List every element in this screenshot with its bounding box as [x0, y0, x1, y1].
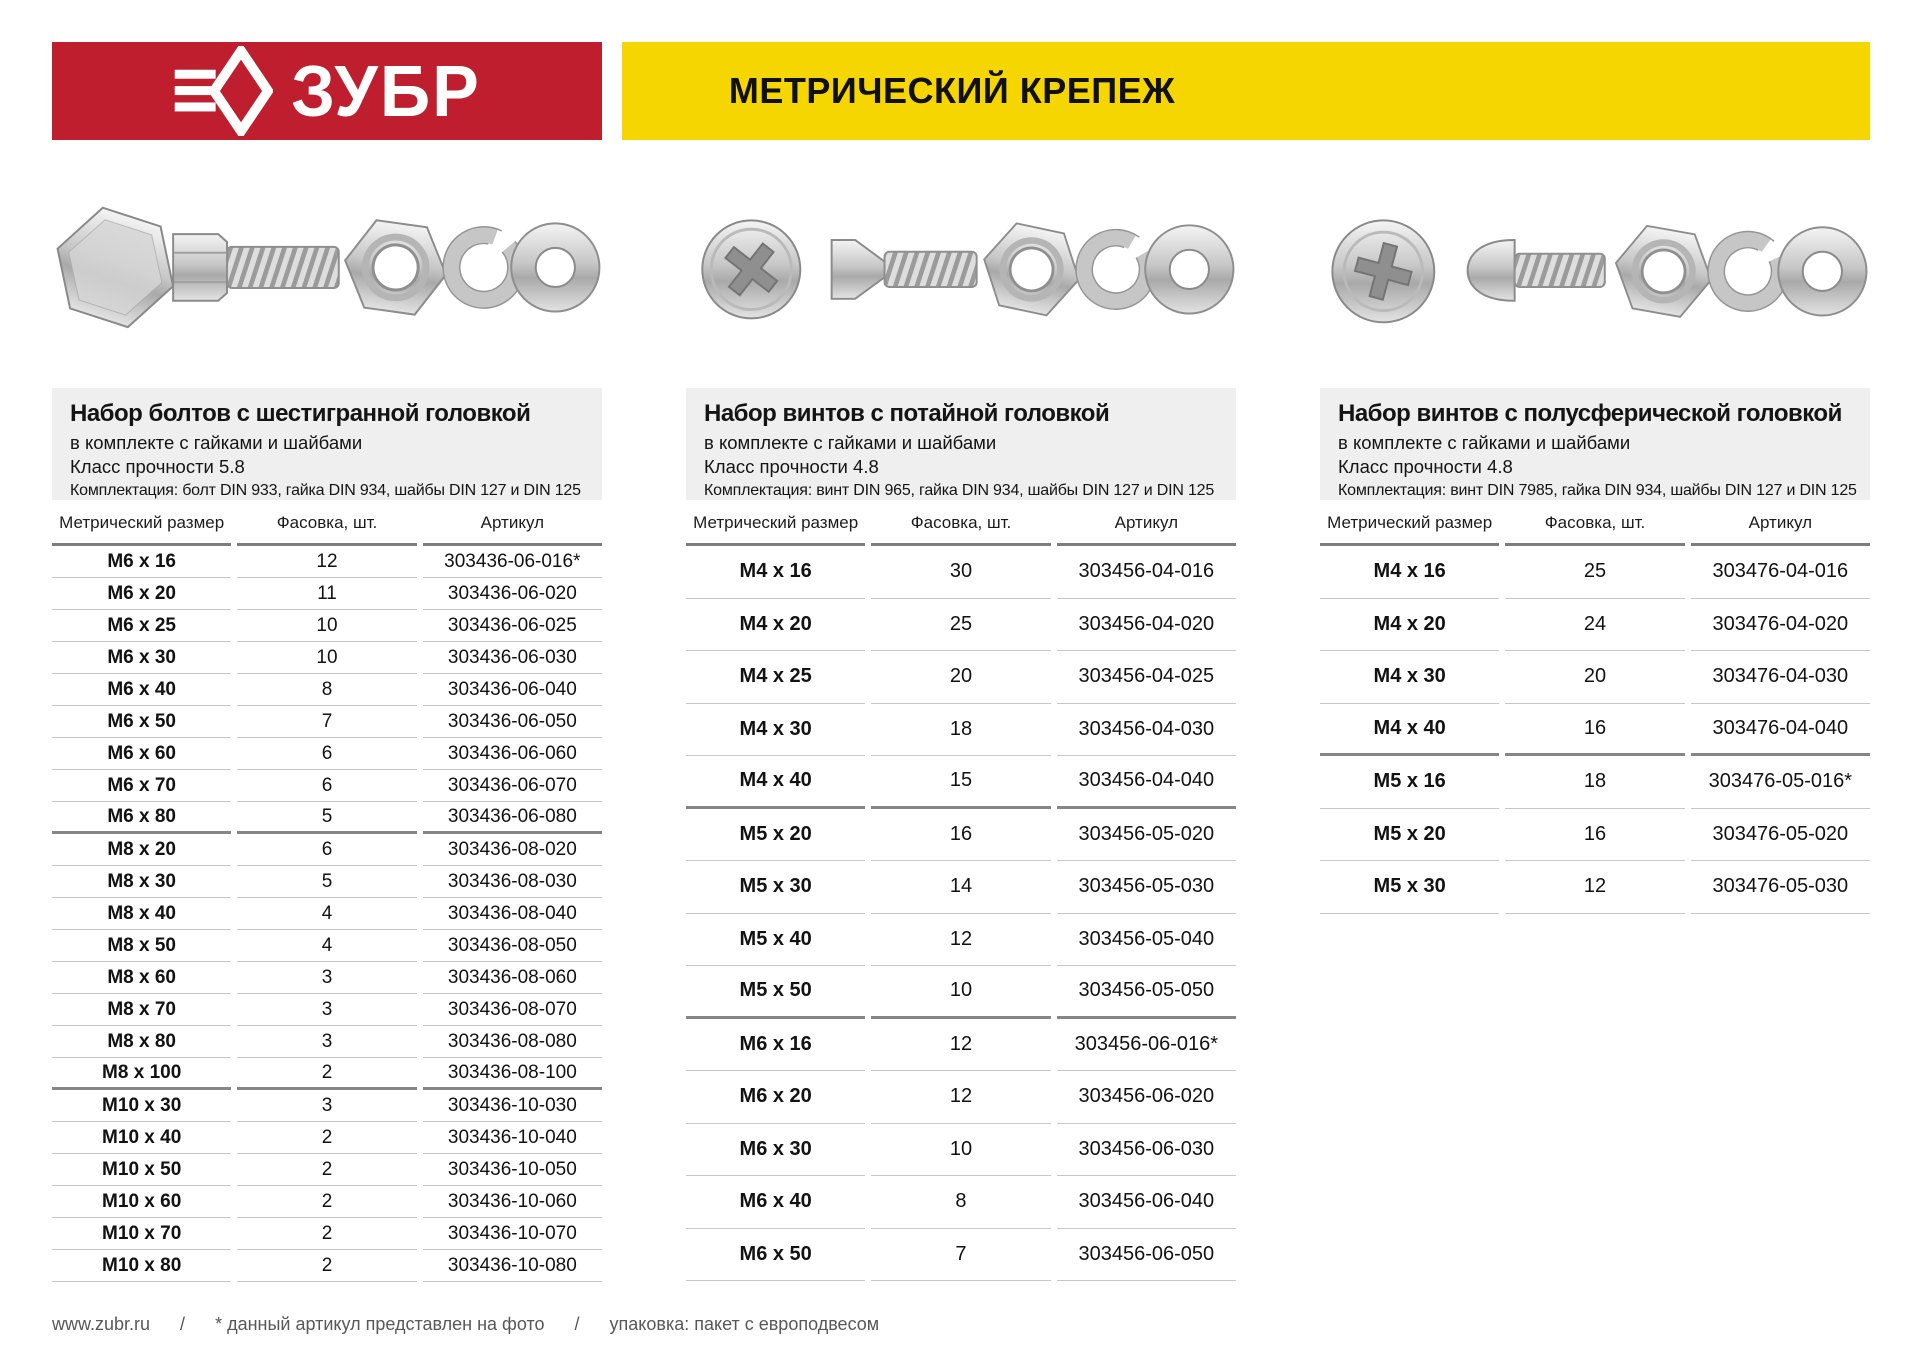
sku-cell: 303436-10-040	[423, 1122, 602, 1154]
col-header-sku: Артикул	[1691, 500, 1870, 546]
product-subtitle: в комплекте с гайками и шайбами	[70, 431, 363, 453]
product-column-countersunk-screws	[686, 140, 1236, 1282]
table-row	[52, 738, 602, 770]
countersunk-screw-set-photo	[686, 191, 1236, 338]
countersunk-screw-side-icon	[832, 240, 977, 299]
pack-cell: 24	[1505, 599, 1684, 652]
pack-cell: 10	[237, 610, 416, 642]
table-row	[52, 866, 602, 898]
sku-cell: 303456-06-016*	[1057, 1019, 1236, 1072]
size-cell: M10 x 70	[52, 1218, 231, 1250]
table-row	[1320, 756, 1870, 809]
sku-cell: 303436-10-060	[423, 1186, 602, 1218]
table-row	[686, 1019, 1236, 1072]
col-header-size: Метрический размер	[1320, 500, 1499, 546]
pack-cell: 14	[871, 861, 1050, 914]
pack-cell: 12	[1505, 861, 1684, 914]
table-row	[52, 674, 602, 706]
table-row	[52, 1154, 602, 1186]
title-banner	[622, 42, 1870, 140]
sku-cell: 303436-10-030	[423, 1090, 602, 1122]
sku-cell: 303456-04-020	[1057, 599, 1236, 652]
pack-cell: 7	[871, 1229, 1050, 1282]
sku-cell: 303456-04-030	[1057, 704, 1236, 757]
size-cell: M6 x 50	[52, 706, 231, 738]
product-info	[52, 388, 602, 500]
size-cell: M8 x 100	[52, 1058, 231, 1090]
sku-cell: 303476-04-030	[1691, 651, 1870, 704]
sku-cell: 303436-06-070	[423, 770, 602, 802]
size-cell: M10 x 40	[52, 1122, 231, 1154]
sku-cell: 303476-04-016	[1691, 546, 1870, 599]
pack-cell: 16	[1505, 809, 1684, 862]
size-cell: M5 x 16	[1320, 756, 1499, 809]
table-row	[52, 1090, 602, 1122]
table-row	[52, 770, 602, 802]
pack-cell: 8	[871, 1176, 1050, 1229]
footer-separator: /	[180, 1314, 186, 1334]
size-cell: M8 x 70	[52, 994, 231, 1026]
size-cell: M4 x 40	[1320, 704, 1499, 757]
spec-table	[46, 500, 608, 1282]
spec-table	[680, 500, 1242, 1281]
table-row	[52, 994, 602, 1026]
size-cell: M6 x 30	[52, 642, 231, 674]
product-photo	[686, 140, 1236, 388]
size-cell: M6 x 30	[686, 1124, 865, 1177]
size-cell: M6 x 40	[686, 1176, 865, 1229]
product-photo	[52, 140, 602, 388]
table-row	[52, 1186, 602, 1218]
table-row	[686, 704, 1236, 757]
table-row	[52, 706, 602, 738]
table-row	[52, 962, 602, 994]
sku-cell: 303436-08-020	[423, 834, 602, 866]
table-row	[1320, 599, 1870, 652]
pack-cell: 15	[871, 756, 1050, 809]
sku-cell: 303436-08-050	[423, 930, 602, 962]
pack-cell: 25	[1505, 546, 1684, 599]
table-row	[686, 1124, 1236, 1177]
table-row	[686, 1176, 1236, 1229]
product-columns	[52, 140, 1870, 1282]
sku-cell: 303436-06-020	[423, 578, 602, 610]
col-header-pack: Фасовка, шт.	[871, 500, 1050, 546]
col-header-pack: Фасовка, шт.	[237, 500, 416, 546]
pack-cell: 16	[871, 809, 1050, 862]
kit-contents: Комплектация: винт DIN 7985, гайка DIN 934, шайбы DIN 127 и DIN 125	[1338, 481, 1857, 499]
table-row	[52, 1122, 602, 1154]
col-header-size: Метрический размер	[52, 500, 231, 546]
table-row	[52, 834, 602, 866]
sku-cell: 303436-08-060	[423, 962, 602, 994]
sku-cell: 303456-06-050	[1057, 1229, 1236, 1282]
hex-nut-icon	[339, 216, 452, 318]
table-row	[52, 1250, 602, 1282]
sku-cell: 303436-10-070	[423, 1218, 602, 1250]
pack-cell: 3	[237, 1090, 416, 1122]
pack-cell: 5	[237, 802, 416, 834]
sku-cell: 303456-05-020	[1057, 809, 1236, 862]
table-row	[686, 1229, 1236, 1282]
pack-cell: 2	[237, 1122, 416, 1154]
size-cell: M6 x 60	[52, 738, 231, 770]
table-row	[52, 546, 602, 578]
size-cell: M5 x 20	[686, 809, 865, 862]
sku-cell: 303436-06-050	[423, 706, 602, 738]
pack-cell: 10	[237, 642, 416, 674]
page-header	[52, 42, 1870, 140]
product-column-hex-bolts	[52, 140, 602, 1282]
table-row	[686, 809, 1236, 862]
pack-cell: 18	[1505, 756, 1684, 809]
product-info	[686, 388, 1236, 500]
size-cell: M5 x 30	[686, 861, 865, 914]
pack-cell: 6	[237, 834, 416, 866]
sku-cell: 303476-05-016*	[1691, 756, 1870, 809]
table-row	[1320, 809, 1870, 862]
product-subtitle: в комплекте с гайками и шайбами	[1338, 431, 1631, 453]
table-row	[52, 1058, 602, 1090]
sku-cell: 303436-08-080	[423, 1026, 602, 1058]
footer-site: www.zubr.ru	[52, 1314, 151, 1334]
table-row	[52, 642, 602, 674]
pack-cell: 4	[237, 898, 416, 930]
col-header-pack: Фасовка, шт.	[1505, 500, 1684, 546]
sku-cell: 303436-06-016*	[423, 546, 602, 578]
pack-cell: 3	[237, 994, 416, 1026]
size-cell: M6 x 20	[52, 578, 231, 610]
pan-head-screw-set-photo	[1320, 191, 1870, 338]
hex-head-top-icon	[52, 198, 189, 336]
sku-cell: 303476-05-030	[1691, 861, 1870, 914]
flat-washer-icon	[1778, 227, 1866, 315]
sku-cell: 303476-04-040	[1691, 704, 1870, 757]
sku-cell: 303436-10-080	[423, 1250, 602, 1282]
size-cell: M8 x 60	[52, 962, 231, 994]
size-cell: M8 x 50	[52, 930, 231, 962]
sku-cell: 303436-08-070	[423, 994, 602, 1026]
hex-nut-icon	[975, 218, 1087, 320]
col-header-sku: Артикул	[423, 500, 602, 546]
size-cell: M4 x 40	[686, 756, 865, 809]
pack-cell: 12	[237, 546, 416, 578]
pack-cell: 20	[871, 651, 1050, 704]
sku-cell: 303436-08-100	[423, 1058, 602, 1090]
table-row	[686, 966, 1236, 1019]
sku-cell: 303436-06-040	[423, 674, 602, 706]
size-cell: M10 x 50	[52, 1154, 231, 1186]
size-cell: M5 x 50	[686, 966, 865, 1019]
sku-cell: 303456-04-040	[1057, 756, 1236, 809]
strength-class: Класс прочности 5.8	[70, 456, 245, 478]
pack-cell: 5	[237, 866, 416, 898]
sku-cell: 303456-04-016	[1057, 546, 1236, 599]
sku-cell: 303456-05-050	[1057, 966, 1236, 1019]
strength-class: Класс прочности 4.8	[1338, 456, 1513, 478]
size-cell: M4 x 25	[686, 651, 865, 704]
table-row	[1320, 861, 1870, 914]
pack-cell: 11	[237, 578, 416, 610]
product-column-pan-head-screws	[1320, 140, 1870, 1282]
pan-head-screw-side-icon	[1468, 240, 1605, 301]
sku-cell: 303436-06-060	[423, 738, 602, 770]
catalog-page	[52, 42, 1870, 1334]
table-row	[686, 546, 1236, 599]
pack-cell: 10	[871, 966, 1050, 1019]
product-info	[1320, 388, 1870, 500]
table-row	[1320, 651, 1870, 704]
kit-contents: Комплектация: болт DIN 933, гайка DIN 934, шайбы DIN 127 и DIN 125	[70, 481, 581, 499]
pack-cell: 4	[237, 930, 416, 962]
pack-cell: 12	[871, 914, 1050, 967]
spec-table	[1314, 500, 1876, 914]
size-cell: M10 x 30	[52, 1090, 231, 1122]
pack-cell: 6	[237, 770, 416, 802]
sku-cell: 303456-06-030	[1057, 1124, 1236, 1177]
product-photo	[1320, 140, 1870, 388]
sku-cell: 303456-06-020	[1057, 1071, 1236, 1124]
footer-packaging: упаковка: пакет с европодвесом	[609, 1314, 880, 1334]
pack-cell: 2	[237, 1186, 416, 1218]
size-cell: M4 x 16	[686, 546, 865, 599]
flat-washer-icon	[511, 223, 599, 311]
size-cell: M6 x 80	[52, 802, 231, 834]
col-header-size: Метрический размер	[686, 500, 865, 546]
pack-cell: 16	[1505, 704, 1684, 757]
table-row	[1320, 704, 1870, 757]
pack-cell: 12	[871, 1019, 1050, 1072]
pack-cell: 2	[237, 1058, 416, 1090]
sku-cell: 303456-04-025	[1057, 651, 1236, 704]
size-cell: M6 x 16	[686, 1019, 865, 1072]
footer-separator: /	[574, 1314, 580, 1334]
size-cell: M6 x 25	[52, 610, 231, 642]
table-row	[686, 599, 1236, 652]
pack-cell: 12	[871, 1071, 1050, 1124]
size-cell: M8 x 20	[52, 834, 231, 866]
sku-cell: 303476-04-020	[1691, 599, 1870, 652]
table-row	[52, 898, 602, 930]
table-row	[686, 1071, 1236, 1124]
size-cell: M4 x 30	[686, 704, 865, 757]
hex-bolt-set-photo	[52, 191, 602, 338]
footer-note: * данный артикул представлен на фото	[215, 1314, 545, 1334]
pack-cell: 10	[871, 1124, 1050, 1177]
size-cell: M6 x 40	[52, 674, 231, 706]
pack-cell: 30	[871, 546, 1050, 599]
table-row	[686, 914, 1236, 967]
pack-cell: 25	[871, 599, 1050, 652]
table-row	[686, 861, 1236, 914]
size-cell: M6 x 50	[686, 1229, 865, 1282]
size-cell: M6 x 70	[52, 770, 231, 802]
table-row	[686, 651, 1236, 704]
table-header-row	[1320, 500, 1870, 546]
sku-cell: 303436-06-025	[423, 610, 602, 642]
table-row	[52, 1218, 602, 1250]
table-header-row	[52, 500, 602, 546]
flat-washer-icon	[1145, 225, 1233, 313]
hex-nut-icon	[1609, 221, 1719, 320]
size-cell: M5 x 30	[1320, 861, 1499, 914]
table-row	[686, 756, 1236, 809]
product-title: Набор болтов с шестигранной головкой	[70, 400, 531, 427]
size-cell: M10 x 80	[52, 1250, 231, 1282]
table-row	[52, 802, 602, 834]
pack-cell: 2	[237, 1154, 416, 1186]
pack-cell: 2	[237, 1218, 416, 1250]
table-row	[52, 1026, 602, 1058]
table-row	[52, 610, 602, 642]
page-title: МЕТРИЧЕСКИЙ КРЕПЕЖ	[728, 70, 1176, 111]
countersunk-head-top-icon	[702, 220, 800, 318]
sku-cell: 303436-08-030	[423, 866, 602, 898]
size-cell: M6 x 20	[686, 1071, 865, 1124]
size-cell: M5 x 20	[1320, 809, 1499, 862]
col-header-sku: Артикул	[1057, 500, 1236, 546]
size-cell: M4 x 20	[1320, 599, 1499, 652]
size-cell: M6 x 16	[52, 546, 231, 578]
pack-cell: 8	[237, 674, 416, 706]
product-title: Набор винтов с полусферической головкой	[1338, 400, 1842, 427]
pack-cell: 3	[237, 1026, 416, 1058]
size-cell: M4 x 20	[686, 599, 865, 652]
sku-cell: 303436-06-030	[423, 642, 602, 674]
sku-cell: 303436-06-080	[423, 802, 602, 834]
product-subtitle: в комплекте с гайками и шайбами	[704, 431, 997, 453]
table-row	[1320, 546, 1870, 599]
pack-cell: 20	[1505, 651, 1684, 704]
pack-cell: 2	[237, 1250, 416, 1282]
zubr-logo-icon	[173, 46, 273, 136]
product-title: Набор винтов с потайной головкой	[704, 400, 1110, 427]
size-cell: M8 x 80	[52, 1026, 231, 1058]
size-cell: M10 x 60	[52, 1186, 231, 1218]
pack-cell: 3	[237, 962, 416, 994]
pack-cell: 7	[237, 706, 416, 738]
pack-cell: 6	[237, 738, 416, 770]
size-cell: M8 x 30	[52, 866, 231, 898]
size-cell: M8 x 40	[52, 898, 231, 930]
brand-banner	[52, 42, 602, 140]
sku-cell: 303436-08-040	[423, 898, 602, 930]
size-cell: M4 x 30	[1320, 651, 1499, 704]
sku-cell: 303456-06-040	[1057, 1176, 1236, 1229]
size-cell: M4 x 16	[1320, 546, 1499, 599]
size-cell: M5 x 40	[686, 914, 865, 967]
pack-cell: 18	[871, 704, 1050, 757]
sku-cell: 303456-05-030	[1057, 861, 1236, 914]
page-footer	[52, 1314, 879, 1335]
sku-cell: 303456-05-040	[1057, 914, 1236, 967]
table-header-row	[686, 500, 1236, 546]
table-row	[52, 578, 602, 610]
pan-head-top-icon	[1332, 220, 1434, 322]
sku-cell: 303436-10-050	[423, 1154, 602, 1186]
table-row	[52, 930, 602, 962]
sku-cell: 303476-05-020	[1691, 809, 1870, 862]
kit-contents: Комплектация: винт DIN 965, гайка DIN 934, шайбы DIN 127 и DIN 125	[704, 481, 1215, 499]
brand-wordmark: ЗУБР	[291, 50, 481, 132]
hex-bolt-side-icon	[173, 234, 339, 301]
strength-class: Класс прочности 4.8	[704, 456, 879, 478]
